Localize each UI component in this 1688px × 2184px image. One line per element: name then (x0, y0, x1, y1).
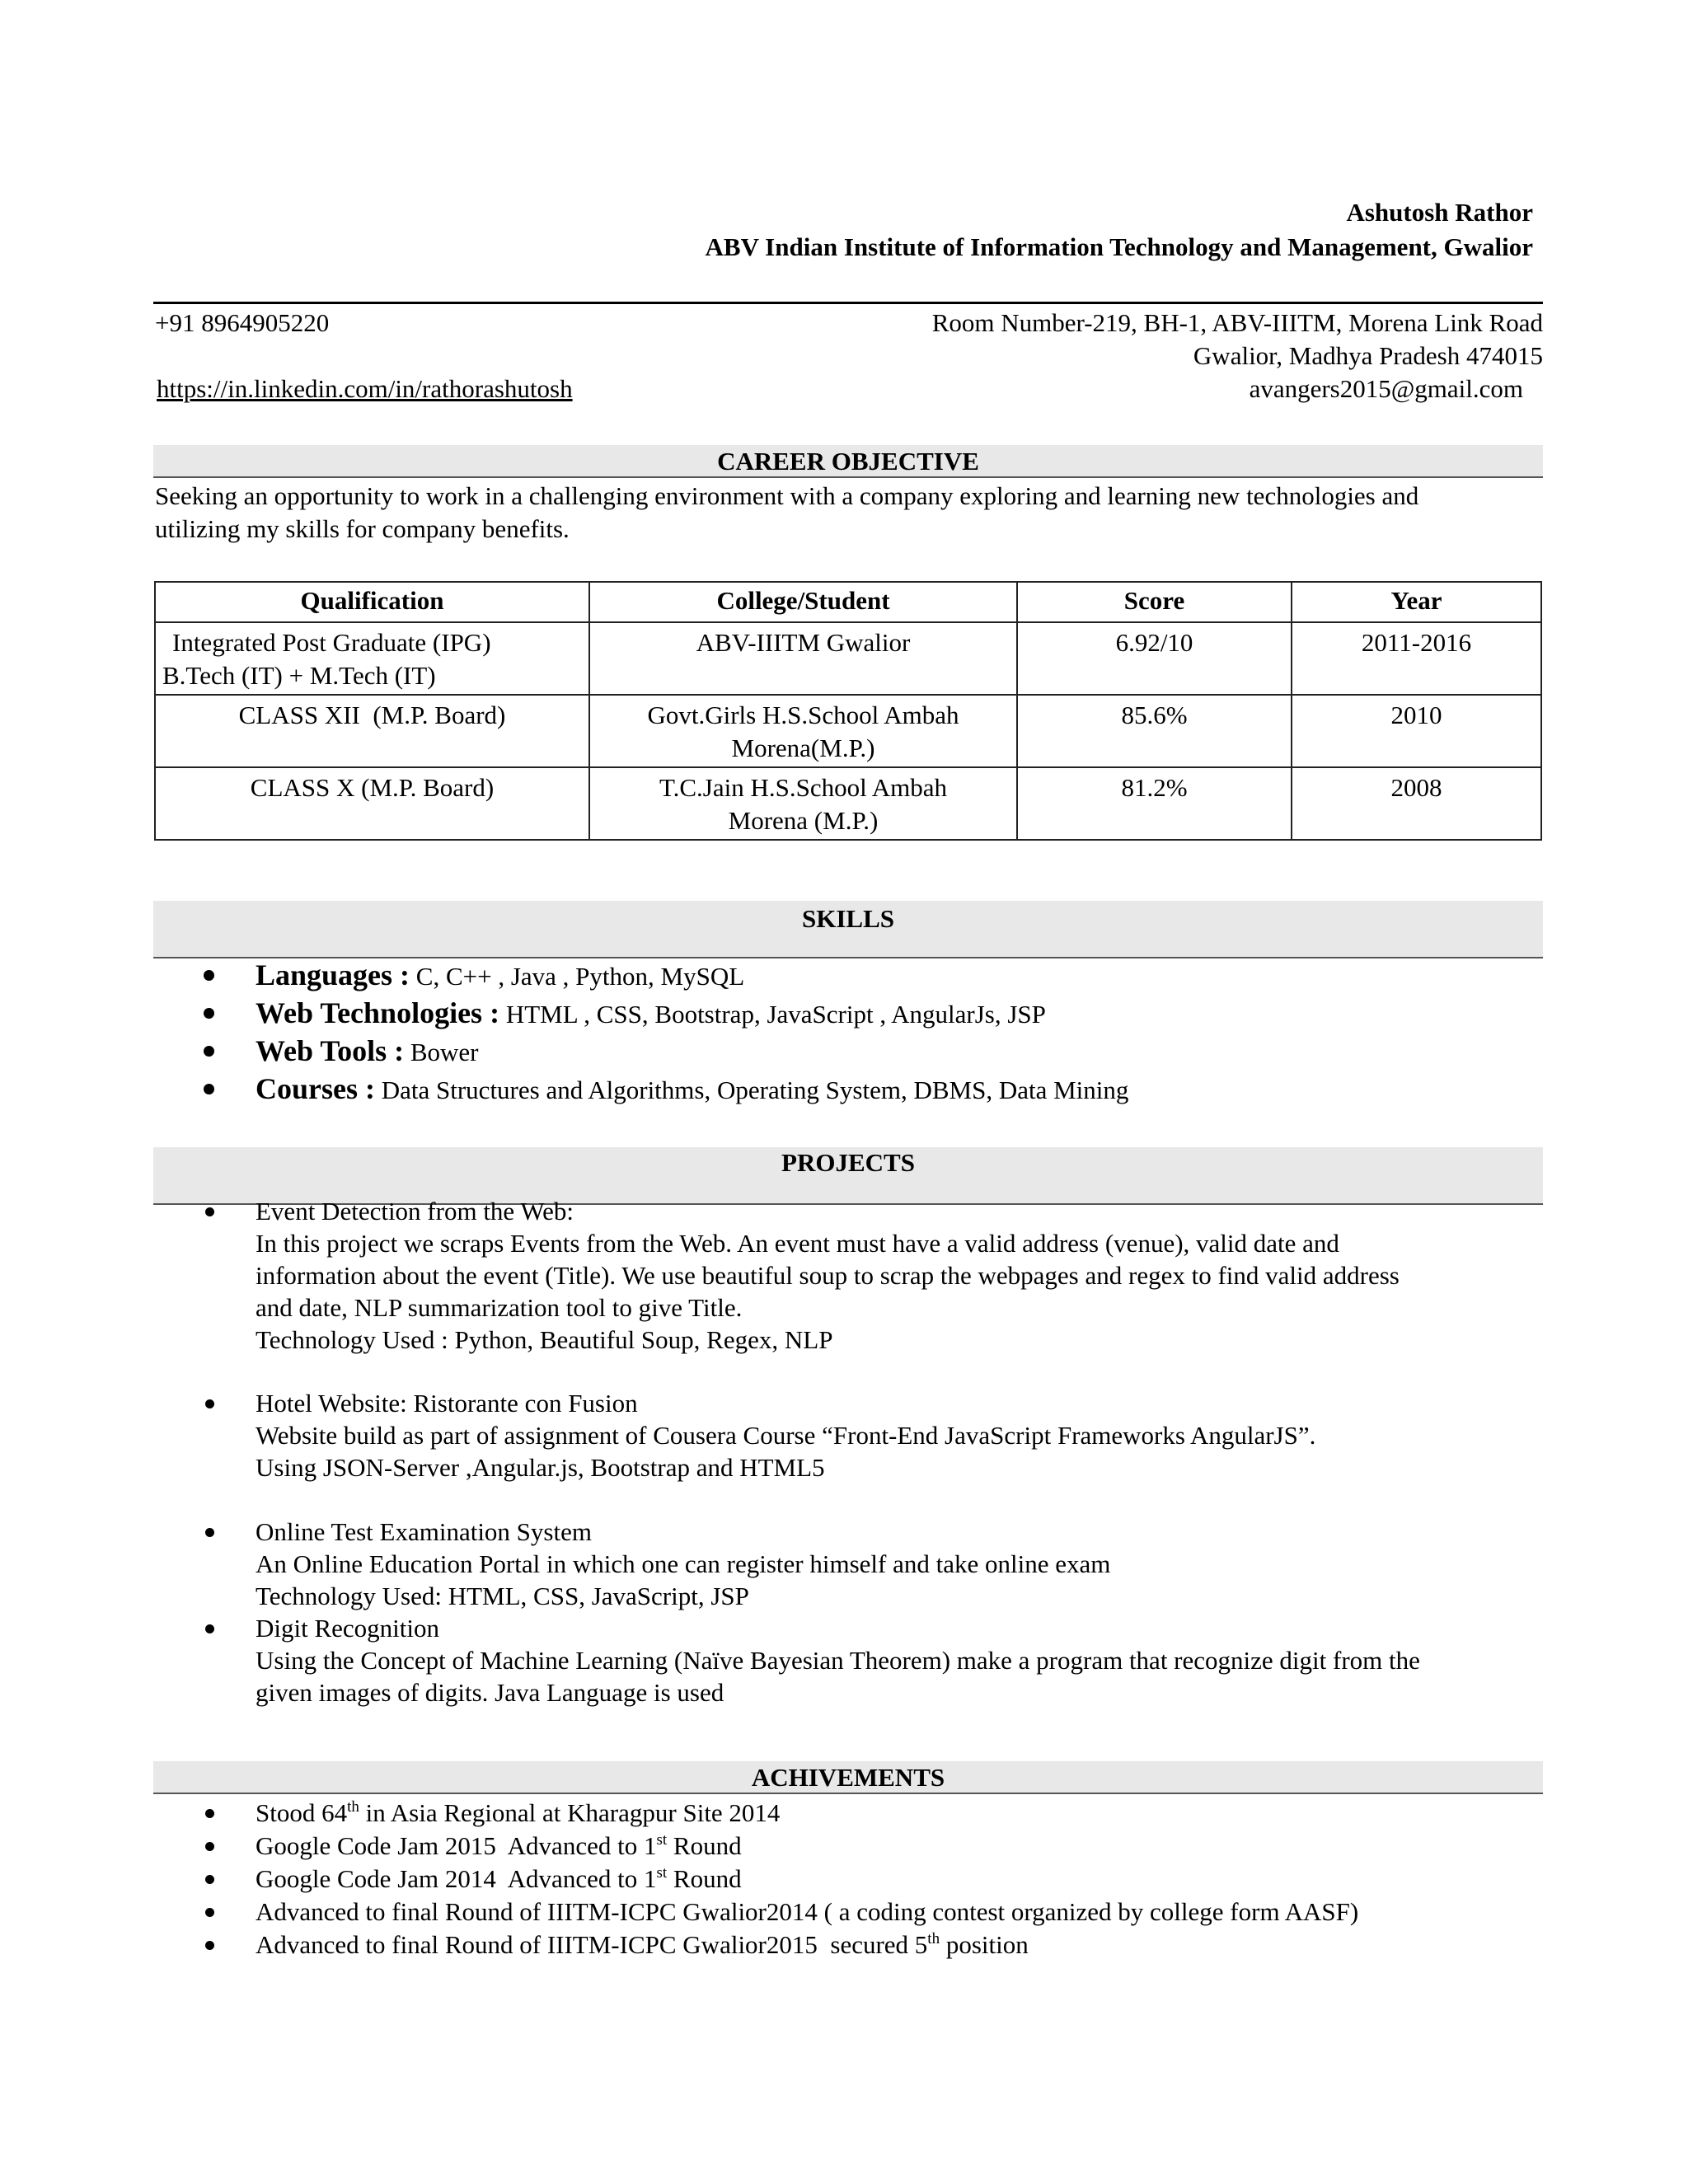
career-objective-text (155, 480, 1540, 546)
list-item (0, 1863, 1688, 1896)
header-year: Year (1292, 582, 1541, 622)
qualification-cell (155, 622, 589, 695)
list-item (0, 1070, 1688, 1108)
address-line-2: Gwalior, Madhya Pradesh 474015 (1193, 341, 1543, 370)
skill-values: HTML , CSS, Bootstrap, JavaScript , AngularJs, JSP (499, 1000, 1046, 1029)
institute-name: ABV Indian Institute of Information Technology and Management, Gwalior (705, 232, 1533, 261)
header-score: Score (1017, 582, 1292, 622)
list-item (0, 1797, 1688, 1830)
bullet-icon (205, 1842, 214, 1851)
project-line: In this project we scraps Events from the Web. An event must have a valid address (venue), valid date and (256, 1229, 1339, 1258)
achievement-text: position (940, 1930, 1029, 1959)
education-header-row (155, 582, 1541, 622)
header-qualification: Qualification (155, 582, 589, 622)
college-cell (589, 622, 1017, 695)
projects-heading-text: PROJECTS (781, 1148, 915, 1177)
list-item (0, 1387, 1688, 1486)
achievement-text: in Asia Regional at Kharagpur Site 2014 (359, 1798, 781, 1827)
skill-category: Courses : (256, 1072, 375, 1105)
bullet-icon (205, 1809, 214, 1818)
year-cell: 2008 (1292, 767, 1541, 840)
year-cell: 2011-2016 (1292, 622, 1541, 695)
project-line: given images of digits. Java Language is used (256, 1678, 724, 1707)
career-objective-heading: CAREER OBJECTIVE (153, 445, 1543, 478)
skills-heading (153, 901, 1543, 958)
achievement-text: Stood 64 (256, 1798, 348, 1827)
phone-number: +91 8964905220 (155, 308, 330, 337)
projects-list-3 (0, 1516, 1688, 1708)
project-event-detection (256, 1195, 1400, 1356)
skill-values: C, C++ , Java , Python, MySQL (410, 962, 745, 991)
bullet-icon (204, 1084, 214, 1094)
list-item (0, 1612, 1688, 1708)
project-line: Using the Concept of Machine Learning (Naïve Bayesian Theorem) make a program that recognize digit from the (256, 1646, 1420, 1675)
college-line: Morena (M.P.) (728, 806, 879, 835)
achievements-list (0, 1797, 1688, 1961)
list-item (0, 1830, 1688, 1863)
linkedin-link[interactable]: https://in.linkedin.com/in/rathorashutosh (157, 374, 573, 403)
table-row (155, 622, 1541, 695)
skill-category: Web Tools : (256, 1034, 405, 1067)
list-item (0, 1195, 1688, 1386)
header-divider (153, 302, 1543, 304)
bullet-icon (205, 1399, 214, 1408)
projects-list (0, 1195, 1688, 1386)
bullet-icon (204, 1008, 214, 1019)
college-line: T.C.Jain H.S.School Ambah (659, 773, 948, 802)
qualification-cell: CLASS XII (M.P. Board) (155, 695, 589, 767)
college-line: Morena(M.P.) (731, 733, 875, 762)
score-cell: 6.92/10 (1017, 622, 1292, 695)
education-table (154, 581, 1542, 841)
table-row (155, 767, 1541, 840)
bullet-icon (205, 1875, 214, 1884)
project-line: Technology Used: HTML, CSS, JavaScript, JSP (256, 1582, 749, 1610)
college-cell (589, 767, 1017, 840)
achievement-text: Round (667, 1864, 742, 1893)
skill-values: Bower (404, 1038, 479, 1066)
qualification-line: B.Tech (IT) + M.Tech (IT) (162, 661, 436, 690)
ordinal-suffix: th (347, 1798, 359, 1816)
bullet-icon (204, 1046, 214, 1057)
achievement-text: Google Code Jam 2015 Advanced to 1 (256, 1831, 657, 1860)
skill-category: Web Technologies : (256, 996, 500, 1029)
project-line: Website build as part of assignment of Cousera Course “Front-End JavaScript Frameworks AngularJS”. (256, 1421, 1316, 1450)
project-digit-recognition (256, 1612, 1420, 1708)
project-title: Hotel Website: Ristorante con Fusion (256, 1389, 638, 1418)
ordinal-suffix: th (927, 1930, 940, 1947)
bullet-icon (205, 1941, 214, 1950)
address-line-1: Room Number-219, BH-1, ABV-IIITM, Morena Link Road (931, 308, 1543, 337)
achievement-text: Google Code Jam 2014 Advanced to 1 (256, 1864, 657, 1893)
bullet-icon (205, 1908, 214, 1917)
project-line: information about the event (Title). We use beautiful soup to scrap the webpages and regex to find valid address (256, 1261, 1400, 1290)
bullet-icon (205, 1528, 214, 1537)
candidate-name: Ashutosh Rathor (1346, 198, 1533, 227)
objective-line-2: utilizing my skills for company benefits. (155, 514, 570, 543)
project-line: An Online Education Portal in which one can register himself and take online exam (256, 1549, 1111, 1578)
projects-list-2 (0, 1387, 1688, 1486)
skill-values: Data Structures and Algorithms, Operating System, DBMS, Data Mining (374, 1076, 1129, 1104)
college-line: ABV-IIITM Gwalior (696, 628, 911, 657)
project-title: Event Detection from the Web: (256, 1197, 574, 1226)
achievement-text: Round (667, 1831, 742, 1860)
list-item (0, 1516, 1688, 1612)
objective-line-1: Seeking an opportunity to work in a challenging environment with a company exploring and learning new technologies and (155, 481, 1419, 510)
header-college: College/Student (589, 582, 1017, 622)
list-item (0, 1032, 1688, 1070)
email-address[interactable]: avangers2015@gmail.com (1249, 374, 1523, 403)
college-line: Govt.Girls H.S.School Ambah (647, 701, 959, 729)
list-item (0, 1896, 1688, 1929)
score-cell: 81.2% (1017, 767, 1292, 840)
project-line: and date, NLP summarization tool to give Title. (256, 1293, 743, 1322)
list-item (0, 956, 1688, 994)
achievement-text: Advanced to final Round of IIITM-ICPC Gwalior2015 secured 5 (256, 1930, 928, 1959)
qualification-line: Integrated Post Graduate (IPG) (172, 628, 491, 657)
skills-heading-text: SKILLS (801, 904, 894, 933)
project-line: Technology Used : Python, Beautiful Soup, Regex, NLP (256, 1325, 833, 1354)
bullet-icon (205, 1207, 214, 1216)
project-title: Online Test Examination System (256, 1517, 592, 1546)
ordinal-suffix: st (656, 1831, 668, 1849)
project-hotel-website (256, 1387, 1315, 1483)
ordinal-suffix: st (656, 1864, 668, 1882)
year-cell: 2010 (1292, 695, 1541, 767)
table-row (155, 695, 1541, 767)
bullet-icon (205, 1624, 214, 1633)
skills-list (0, 956, 1688, 1108)
skill-category: Languages : (256, 958, 410, 991)
achievements-heading: ACHIVEMENTS (153, 1761, 1543, 1794)
project-line: Using JSON-Server ,Angular.js, Bootstrap and HTML5 (256, 1453, 825, 1482)
list-item (0, 994, 1688, 1032)
project-online-test (256, 1516, 1110, 1612)
project-title: Digit Recognition (256, 1614, 440, 1643)
achievement-text: Advanced to final Round of IIITM-ICPC Gwalior2014 ( a coding contest organized by college form AASF) (256, 1897, 1359, 1926)
college-cell (589, 695, 1017, 767)
qualification-cell: CLASS X (M.P. Board) (155, 767, 589, 840)
list-item (0, 1929, 1688, 1961)
bullet-icon (204, 970, 214, 981)
score-cell: 85.6% (1017, 695, 1292, 767)
